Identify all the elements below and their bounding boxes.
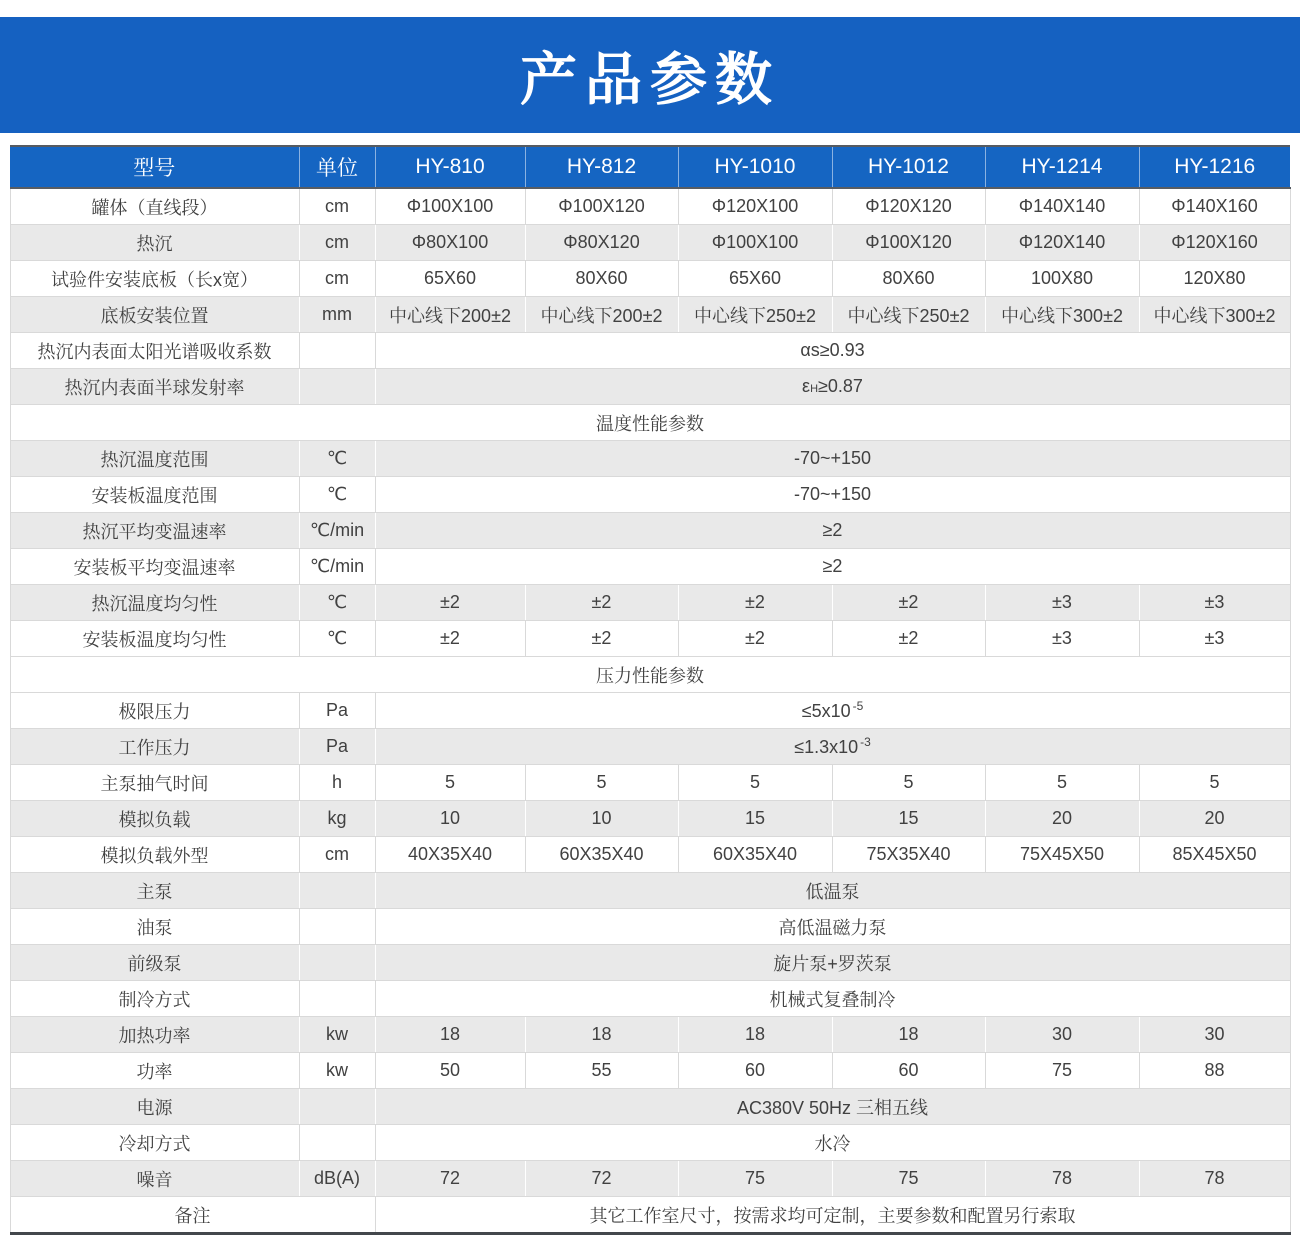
section-band-title: 温度性能参数 <box>10 405 1290 441</box>
value-cell: 78 <box>1139 1161 1290 1197</box>
unit-cell <box>299 873 375 909</box>
value-cell: ±3 <box>1139 585 1290 621</box>
value-cell: 20 <box>985 801 1139 837</box>
row-label: 主泵抽气时间 <box>10 765 299 801</box>
unit-cell <box>299 1125 375 1161</box>
table-row <box>10 1017 1290 1053</box>
value-text: ≤5x10 <box>801 701 851 721</box>
value-cell: 30 <box>1139 1017 1290 1053</box>
merged-value-cell <box>375 729 1290 765</box>
unit-cell: cm <box>299 261 375 297</box>
table-row <box>10 837 1290 873</box>
value-cell: Φ140X160 <box>1139 188 1290 225</box>
row-label: 模拟负载 <box>10 801 299 837</box>
row-label: 制冷方式 <box>10 981 299 1017</box>
table-row <box>10 945 1290 981</box>
row-label: 试验件安装底板（长x宽） <box>10 261 299 297</box>
value-cell: 72 <box>375 1161 525 1197</box>
merged-value-cell: 高低温磁力泵 <box>375 909 1290 945</box>
unit-cell <box>299 909 375 945</box>
merged-value-cell: 旋片泵+罗茨泵 <box>375 945 1290 981</box>
value-cell: ±2 <box>375 621 525 657</box>
section-band-row <box>10 405 1290 441</box>
table-row <box>10 333 1290 369</box>
value-cell: 50 <box>375 1053 525 1089</box>
value-cell: Φ100X100 <box>375 188 525 225</box>
section-band-row <box>10 657 1290 693</box>
value-cell: Φ120X100 <box>678 188 832 225</box>
row-label: 模拟负载外型 <box>10 837 299 873</box>
value-cell: 55 <box>525 1053 678 1089</box>
table-row <box>10 549 1290 585</box>
value-superscript: -3 <box>860 735 871 749</box>
value-cell: ±3 <box>985 621 1139 657</box>
value-cell: ±2 <box>832 585 985 621</box>
table-row <box>10 1197 1290 1234</box>
value-cell: ±3 <box>985 585 1139 621</box>
value-cell: 18 <box>832 1017 985 1053</box>
value-cell: 中心线下300±2 <box>985 297 1139 333</box>
value-cell: 40X35X40 <box>375 837 525 873</box>
value-cell: 10 <box>375 801 525 837</box>
merged-value-cell: 机械式复叠制冷 <box>375 981 1290 1017</box>
value-cell: 60X35X40 <box>525 837 678 873</box>
unit-cell: kw <box>299 1017 375 1053</box>
unit-cell: ℃/min <box>299 549 375 585</box>
value-cell: 5 <box>1139 765 1290 801</box>
table-body <box>10 188 1290 1234</box>
value-cell: ±2 <box>525 621 678 657</box>
table-row <box>10 477 1290 513</box>
value-cell: 60X35X40 <box>678 837 832 873</box>
value-cell: ±2 <box>678 585 832 621</box>
table-row <box>10 369 1290 405</box>
table-row <box>10 1089 1290 1125</box>
page-title: 产品参数 <box>520 48 780 112</box>
value-cell: 88 <box>1139 1053 1290 1089</box>
value-cell: 75 <box>832 1161 985 1197</box>
merged-value-cell: 其它工作室尺寸，按需求均可定制，主要参数和配置另行索取 <box>375 1197 1290 1234</box>
table-row <box>10 297 1290 333</box>
value-text: ε <box>802 376 811 396</box>
value-cell: 80X60 <box>832 261 985 297</box>
row-label: 极限压力 <box>10 693 299 729</box>
section-band-title: 压力性能参数 <box>10 657 1290 693</box>
value-superscript: -5 <box>852 699 864 713</box>
table-row <box>10 513 1290 549</box>
row-label: 热沉温度范围 <box>10 441 299 477</box>
spec-table <box>10 145 1291 1235</box>
unit-cell: ℃ <box>299 477 375 513</box>
value-cell: 75X35X40 <box>832 837 985 873</box>
value-cell: Φ80X100 <box>375 225 525 261</box>
table-row <box>10 873 1290 909</box>
value-cell: 30 <box>985 1017 1139 1053</box>
table-row <box>10 585 1290 621</box>
value-cell: Φ100X100 <box>678 225 832 261</box>
table-row <box>10 1053 1290 1089</box>
unit-column-header: 单位 <box>299 146 375 188</box>
value-cell: 18 <box>375 1017 525 1053</box>
unit-cell <box>299 945 375 981</box>
table-row <box>10 801 1290 837</box>
row-label: 电源 <box>10 1089 299 1125</box>
value-cell: 65X60 <box>375 261 525 297</box>
value-cell: 120X80 <box>1139 261 1290 297</box>
unit-cell: kw <box>299 1053 375 1089</box>
value-cell: 中心线下200±2 <box>375 297 525 333</box>
value-cell: Φ80X120 <box>525 225 678 261</box>
unit-cell: cm <box>299 837 375 873</box>
value-cell: 85X45X50 <box>1139 837 1290 873</box>
row-label: 热沉 <box>10 225 299 261</box>
unit-cell: dB(A) <box>299 1161 375 1197</box>
value-cell: ±3 <box>1139 621 1290 657</box>
value-cell: ±2 <box>375 585 525 621</box>
row-label: 备注 <box>10 1197 375 1234</box>
model-header: HY-1010 <box>678 146 832 188</box>
unit-cell: h <box>299 765 375 801</box>
row-label: 主泵 <box>10 873 299 909</box>
merged-value-cell: -70~+150 <box>375 441 1290 477</box>
value-cell: 75 <box>985 1053 1139 1089</box>
value-cell: 5 <box>525 765 678 801</box>
value-cell: 中心线下200±2 <box>525 297 678 333</box>
value-cell: 18 <box>678 1017 832 1053</box>
unit-cell <box>299 333 375 369</box>
unit-cell: ℃ <box>299 621 375 657</box>
value-cell: 100X80 <box>985 261 1139 297</box>
merged-value-cell: 低温泵 <box>375 873 1290 909</box>
row-label: 噪音 <box>10 1161 299 1197</box>
merged-value-cell: 水冷 <box>375 1125 1290 1161</box>
value-cell: 10 <box>525 801 678 837</box>
row-label: 热沉平均变温速率 <box>10 513 299 549</box>
table-row <box>10 981 1290 1017</box>
value-subscript: H <box>810 383 819 395</box>
value-cell: Φ120X120 <box>832 188 985 225</box>
merged-value-cell: AC380V 50Hz 三相五线 <box>375 1089 1290 1125</box>
row-label: 安装板平均变温速率 <box>10 549 299 585</box>
value-cell: 5 <box>375 765 525 801</box>
header-row <box>10 146 1290 188</box>
value-cell: Φ140X140 <box>985 188 1139 225</box>
value-cell: Φ100X120 <box>525 188 678 225</box>
unit-cell <box>299 981 375 1017</box>
table-row <box>10 188 1290 225</box>
row-label: 油泵 <box>10 909 299 945</box>
value-cell: 80X60 <box>525 261 678 297</box>
value-cell: Φ120X140 <box>985 225 1139 261</box>
model-header: HY-810 <box>375 146 525 188</box>
table-row <box>10 729 1290 765</box>
value-text: ≤1.3x10 <box>794 737 859 757</box>
row-label: 热沉内表面半球发射率 <box>10 369 299 405</box>
model-header: HY-1216 <box>1139 146 1290 188</box>
row-label: 冷却方式 <box>10 1125 299 1161</box>
value-cell: 20 <box>1139 801 1290 837</box>
value-cell: ±2 <box>832 621 985 657</box>
merged-value-cell: αs≥0.93 <box>375 333 1290 369</box>
value-cell: Φ100X120 <box>832 225 985 261</box>
merged-value-cell: ≥2 <box>375 513 1290 549</box>
unit-cell <box>299 1089 375 1125</box>
row-label: 底板安装位置 <box>10 297 299 333</box>
value-text: ≥0.87 <box>818 376 863 396</box>
value-cell: 中心线下250±2 <box>678 297 832 333</box>
merged-value-cell: ≥2 <box>375 549 1290 585</box>
value-cell: 15 <box>832 801 985 837</box>
model-header: HY-1012 <box>832 146 985 188</box>
row-label: 安装板温度范围 <box>10 477 299 513</box>
value-cell: ±2 <box>525 585 678 621</box>
value-cell: 中心线下250±2 <box>832 297 985 333</box>
unit-cell: cm <box>299 188 375 225</box>
row-label: 安装板温度均匀性 <box>10 621 299 657</box>
value-cell: 5 <box>985 765 1139 801</box>
unit-cell: ℃/min <box>299 513 375 549</box>
table-row <box>10 441 1290 477</box>
unit-cell: cm <box>299 225 375 261</box>
value-cell: 65X60 <box>678 261 832 297</box>
row-label: 热沉温度均匀性 <box>10 585 299 621</box>
table-row <box>10 621 1290 657</box>
value-cell: 78 <box>985 1161 1139 1197</box>
table-row <box>10 1161 1290 1197</box>
table-row <box>10 225 1290 261</box>
value-cell: 15 <box>678 801 832 837</box>
unit-cell <box>299 369 375 405</box>
value-cell: ±2 <box>678 621 832 657</box>
value-cell: 60 <box>832 1053 985 1089</box>
row-label: 功率 <box>10 1053 299 1089</box>
table-row <box>10 693 1290 729</box>
table-row <box>10 261 1290 297</box>
merged-value-cell <box>375 369 1290 405</box>
value-cell: 60 <box>678 1053 832 1089</box>
merged-value-cell <box>375 693 1290 729</box>
table-row <box>10 909 1290 945</box>
unit-cell: ℃ <box>299 441 375 477</box>
page-banner <box>0 17 1300 133</box>
model-header: HY-1214 <box>985 146 1139 188</box>
merged-value-cell: -70~+150 <box>375 477 1290 513</box>
value-cell: 中心线下300±2 <box>1139 297 1290 333</box>
value-cell: Φ120X160 <box>1139 225 1290 261</box>
unit-cell: Pa <box>299 729 375 765</box>
value-cell: 75 <box>678 1161 832 1197</box>
row-label: 罐体（直线段） <box>10 188 299 225</box>
value-cell: 72 <box>525 1161 678 1197</box>
model-header: HY-812 <box>525 146 678 188</box>
unit-cell: ℃ <box>299 585 375 621</box>
unit-cell: mm <box>299 297 375 333</box>
value-cell: 5 <box>678 765 832 801</box>
model-column-header: 型号 <box>10 146 299 188</box>
row-label: 加热功率 <box>10 1017 299 1053</box>
value-cell: 18 <box>525 1017 678 1053</box>
value-cell: 5 <box>832 765 985 801</box>
unit-cell: Pa <box>299 693 375 729</box>
unit-cell: kg <box>299 801 375 837</box>
table-row <box>10 1125 1290 1161</box>
table-row <box>10 765 1290 801</box>
row-label: 工作压力 <box>10 729 299 765</box>
value-cell: 75X45X50 <box>985 837 1139 873</box>
row-label: 热沉内表面太阳光谱吸收系数 <box>10 333 299 369</box>
row-label: 前级泵 <box>10 945 299 981</box>
